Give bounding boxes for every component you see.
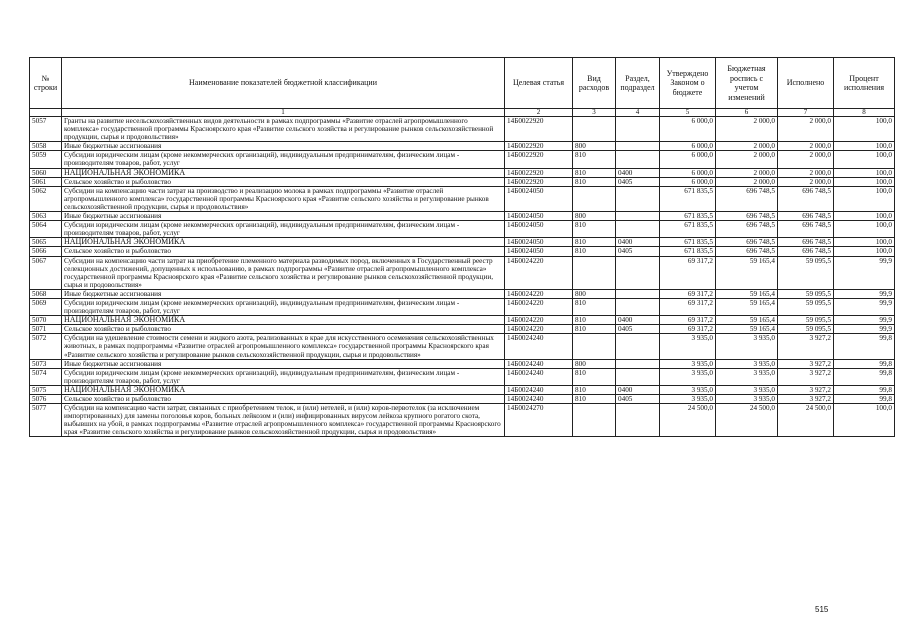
table-row <box>30 395 895 404</box>
row-name: Сельское хозяйство и рыболовство <box>62 395 505 404</box>
budget-amount: 2 000,0 <box>716 142 778 151</box>
execution-percent: 100,0 <box>834 177 895 186</box>
target-article: 14Б0024220 <box>505 325 573 334</box>
row-name: Гранты на развитие несельскохозяйственных видов деятельности в рамках подпрограммы «Развитие отраслей агропромышленного комплекса» государственной программы Красноярского края «Развитие сельского хозяйства и регулирование рынков сельскохозяйственной продукции, сырья и продовольствия» <box>62 117 505 142</box>
executed-amount: 3 927,2 <box>778 395 834 404</box>
header-row-no: № строки <box>30 58 62 109</box>
approved-amount: 69 317,2 <box>660 316 716 325</box>
row-name: Иные бюджетные ассигнования <box>62 212 505 221</box>
header-executed: Исполнено <box>778 58 834 109</box>
target-article: 14Б0022920 <box>505 168 573 177</box>
column-number: 3 <box>573 109 616 117</box>
executed-amount: 2 000,0 <box>778 151 834 168</box>
executed-amount: 59 095,5 <box>778 298 834 315</box>
column-number: 1 <box>62 109 505 117</box>
target-article: 14Б0024050 <box>505 186 573 211</box>
budget-amount: 2 000,0 <box>716 168 778 177</box>
row-number: 5063 <box>30 212 62 221</box>
row-number: 5073 <box>30 359 62 368</box>
section-code <box>616 298 660 315</box>
approved-amount: 3 935,0 <box>660 368 716 385</box>
executed-amount: 59 095,5 <box>778 256 834 289</box>
column-number: 7 <box>778 109 834 117</box>
execution-percent: 100,0 <box>834 117 895 142</box>
budget-amount: 2 000,0 <box>716 117 778 142</box>
table-row <box>30 368 895 385</box>
execution-percent: 100,0 <box>834 151 895 168</box>
row-number: 5061 <box>30 177 62 186</box>
execution-percent: 99,9 <box>834 325 895 334</box>
execution-percent: 99,8 <box>834 395 895 404</box>
row-number: 5071 <box>30 325 62 334</box>
execution-percent: 99,8 <box>834 359 895 368</box>
row-name: Субсидии на компенсацию части затрат на производство и реализацию молока в рамках подпрограммы «Развитие отраслей агропромышленного комплекса» государственной программы Красноярского края «Развитие сельского хозяйства и регулирование рынков сельскохозяйственной продукции, сырья и продовольствия» <box>62 186 505 211</box>
executed-amount: 3 927,2 <box>778 334 834 359</box>
approved-amount: 69 317,2 <box>660 289 716 298</box>
row-name: Субсидии на удешевление стоимости семени и жидкого азота, реализованных в крае для искусственного осеменения сельскохозяйственных животных, в рамках подпрограммы «Развитие отраслей агропромышленного комплекса» государственной программы Красноярского края «Развитие сельского хозяйства и регулирование рынков сельскохозяйственной продукции, сырья и продовольствия» <box>62 334 505 359</box>
approved-amount: 6 000,0 <box>660 177 716 186</box>
row-number: 5064 <box>30 221 62 238</box>
executed-amount: 59 095,5 <box>778 325 834 334</box>
section-code <box>616 117 660 142</box>
budget-amount: 696 748,5 <box>716 247 778 256</box>
executed-amount: 696 748,5 <box>778 221 834 238</box>
expense-kind: 810 <box>573 177 616 186</box>
budget-amount: 3 935,0 <box>716 368 778 385</box>
row-name: Сельское хозяйство и рыболовство <box>62 177 505 186</box>
row-number: 5059 <box>30 151 62 168</box>
row-number: 5076 <box>30 395 62 404</box>
row-name: Субсидии юридическим лицам (кроме некоммерческих организаций), индивидуальным предпринимателям, физическим лицам - производителям товаров, работ, услуг <box>62 298 505 315</box>
executed-amount: 3 927,2 <box>778 359 834 368</box>
expense-kind <box>573 334 616 359</box>
section-code: 0405 <box>616 325 660 334</box>
table-row <box>30 316 895 325</box>
section-code <box>616 221 660 238</box>
approved-amount: 6 000,0 <box>660 168 716 177</box>
budget-amount: 3 935,0 <box>716 395 778 404</box>
row-number: 5065 <box>30 238 62 247</box>
expense-kind: 810 <box>573 316 616 325</box>
table-row <box>30 151 895 168</box>
table-row <box>30 177 895 186</box>
column-number: 4 <box>616 109 660 117</box>
expense-kind: 810 <box>573 298 616 315</box>
target-article: 14Б0024220 <box>505 289 573 298</box>
executed-amount: 2 000,0 <box>778 117 834 142</box>
row-number: 5066 <box>30 247 62 256</box>
approved-amount: 6 000,0 <box>660 117 716 142</box>
executed-amount: 59 095,5 <box>778 289 834 298</box>
section-code <box>616 334 660 359</box>
section-code: 0405 <box>616 247 660 256</box>
target-article: 14Б0022920 <box>505 142 573 151</box>
approved-amount: 69 317,2 <box>660 256 716 289</box>
executed-amount: 3 927,2 <box>778 368 834 385</box>
row-name: Субсидии юридическим лицам (кроме некоммерческих организаций), индивидуальным предпринимателям, физическим лицам - производителям товаров, работ, услуг <box>62 151 505 168</box>
budget-amount: 59 165,4 <box>716 298 778 315</box>
header-percent: Процент исполнения <box>834 58 895 109</box>
row-number: 5070 <box>30 316 62 325</box>
section-code: 0405 <box>616 395 660 404</box>
approved-amount: 69 317,2 <box>660 325 716 334</box>
expense-kind: 810 <box>573 325 616 334</box>
row-name: Сельское хозяйство и рыболовство <box>62 247 505 256</box>
execution-percent: 99,9 <box>834 256 895 289</box>
approved-amount: 671 835,5 <box>660 247 716 256</box>
target-article: 14Б0024050 <box>505 238 573 247</box>
row-number: 5057 <box>30 117 62 142</box>
target-article: 14Б0024240 <box>505 359 573 368</box>
approved-amount: 3 935,0 <box>660 395 716 404</box>
expense-kind: 810 <box>573 368 616 385</box>
column-number: 2 <box>505 109 573 117</box>
target-article: 14Б0024220 <box>505 316 573 325</box>
table-row <box>30 298 895 315</box>
section-code: 0400 <box>616 385 660 394</box>
expense-kind: 810 <box>573 151 616 168</box>
expense-kind: 810 <box>573 395 616 404</box>
table-row <box>30 247 895 256</box>
target-article: 14Б0024240 <box>505 334 573 359</box>
budget-amount: 2 000,0 <box>716 151 778 168</box>
row-name: НАЦИОНАЛЬНАЯ ЭКОНОМИКА <box>62 385 505 394</box>
section-code <box>616 142 660 151</box>
expense-kind: 800 <box>573 359 616 368</box>
row-number: 5068 <box>30 289 62 298</box>
budget-amount: 59 165,4 <box>716 256 778 289</box>
approved-amount: 6 000,0 <box>660 151 716 168</box>
section-code <box>616 212 660 221</box>
budget-amount: 696 748,5 <box>716 212 778 221</box>
execution-percent: 100,0 <box>834 238 895 247</box>
budget-amount: 696 748,5 <box>716 221 778 238</box>
row-number: 5069 <box>30 298 62 315</box>
column-number: 6 <box>716 109 778 117</box>
row-name: Сельское хозяйство и рыболовство <box>62 325 505 334</box>
table-row <box>30 212 895 221</box>
target-article: 14Б0024240 <box>505 385 573 394</box>
header-target: Целевая статья <box>505 58 573 109</box>
row-name: Иные бюджетные ассигнования <box>62 289 505 298</box>
execution-percent: 100,0 <box>834 221 895 238</box>
table-row <box>30 221 895 238</box>
approved-amount: 3 935,0 <box>660 385 716 394</box>
target-article: 14Б0022920 <box>505 117 573 142</box>
column-number: 5 <box>660 109 716 117</box>
executed-amount: 696 748,5 <box>778 238 834 247</box>
executed-amount: 59 095,5 <box>778 316 834 325</box>
approved-amount: 69 317,2 <box>660 298 716 315</box>
target-article: 14Б0024050 <box>505 212 573 221</box>
row-name: Субсидии юридическим лицам (кроме некоммерческих организаций), индивидуальным предпринимателям, физическим лицам - производителям товаров, работ, услуг <box>62 221 505 238</box>
header-budget: Бюджетная роспись с учетом изменений <box>716 58 778 109</box>
row-name: НАЦИОНАЛЬНАЯ ЭКОНОМИКА <box>62 168 505 177</box>
row-name: Иные бюджетные ассигнования <box>62 142 505 151</box>
execution-percent: 99,8 <box>834 385 895 394</box>
header-kind: Вид расходов <box>573 58 616 109</box>
table-row <box>30 385 895 394</box>
executed-amount: 2 000,0 <box>778 142 834 151</box>
section-code <box>616 368 660 385</box>
target-article: 14Б0024050 <box>505 247 573 256</box>
executed-amount: 2 000,0 <box>778 168 834 177</box>
row-number: 5072 <box>30 334 62 359</box>
execution-percent: 100,0 <box>834 247 895 256</box>
target-article: 14Б0024240 <box>505 395 573 404</box>
section-code: 0400 <box>616 168 660 177</box>
approved-amount: 6 000,0 <box>660 142 716 151</box>
approved-amount: 671 835,5 <box>660 186 716 211</box>
row-number: 5075 <box>30 385 62 394</box>
row-number: 5067 <box>30 256 62 289</box>
budget-amount: 3 935,0 <box>716 359 778 368</box>
table-row <box>30 168 895 177</box>
approved-amount: 24 500,0 <box>660 404 716 437</box>
target-article: 14Б0022920 <box>505 177 573 186</box>
budget-table <box>29 57 895 437</box>
expense-kind <box>573 117 616 142</box>
row-number: 5077 <box>30 404 62 437</box>
execution-percent: 99,8 <box>834 368 895 385</box>
table-row <box>30 359 895 368</box>
budget-amount: 696 748,5 <box>716 186 778 211</box>
executed-amount: 696 748,5 <box>778 247 834 256</box>
table-row <box>30 404 895 437</box>
executed-amount: 3 927,2 <box>778 385 834 394</box>
section-code <box>616 404 660 437</box>
execution-percent: 99,9 <box>834 298 895 315</box>
expense-kind <box>573 186 616 211</box>
section-code: 0400 <box>616 316 660 325</box>
row-number: 5062 <box>30 186 62 211</box>
row-name: Иные бюджетные ассигнования <box>62 359 505 368</box>
table-row <box>30 117 895 142</box>
page-number: 515 <box>815 605 829 614</box>
table-row <box>30 289 895 298</box>
expense-kind: 800 <box>573 289 616 298</box>
executed-amount: 2 000,0 <box>778 177 834 186</box>
header-approved: Утверждено Законом о бюджете <box>660 58 716 109</box>
approved-amount: 3 935,0 <box>660 359 716 368</box>
row-number: 5058 <box>30 142 62 151</box>
row-number: 5074 <box>30 368 62 385</box>
execution-percent: 99,9 <box>834 289 895 298</box>
target-article: 14Б0024050 <box>505 221 573 238</box>
budget-amount: 59 165,4 <box>716 325 778 334</box>
expense-kind: 810 <box>573 247 616 256</box>
budget-amount: 3 935,0 <box>716 385 778 394</box>
column-numbers-row <box>30 109 895 117</box>
budget-amount: 696 748,5 <box>716 238 778 247</box>
table-row <box>30 256 895 289</box>
expense-kind: 810 <box>573 221 616 238</box>
row-name: Субсидии на компенсацию части затрат, связанных с приобретением телок, и (или) нетелей, и (или) коров-первотелок (за исключением импортированных) для замены поголовья коров, больных лейкозом и (или) инфицированных вирусом лейкоза крупного рогатого скота, выбывших на убой, в рамках подпрограммы «Развитие отраслей агропромышленного комплекса» государственной программы Красноярского края «Развитие сельского хозяйства и регулирование рынков сельскохозяйственной продукции, сырья и продовольствия» <box>62 404 505 437</box>
row-name: НАЦИОНАЛЬНАЯ ЭКОНОМИКА <box>62 316 505 325</box>
row-name: НАЦИОНАЛЬНАЯ ЭКОНОМИКА <box>62 238 505 247</box>
expense-kind: 800 <box>573 142 616 151</box>
table-body <box>30 117 895 437</box>
expense-kind <box>573 256 616 289</box>
column-number: 8 <box>834 109 895 117</box>
table-row <box>30 238 895 247</box>
target-article: 14Б0024270 <box>505 404 573 437</box>
execution-percent: 100,0 <box>834 404 895 437</box>
target-article: 14Б0024220 <box>505 256 573 289</box>
budget-amount: 2 000,0 <box>716 177 778 186</box>
expense-kind: 800 <box>573 212 616 221</box>
executed-amount: 696 748,5 <box>778 186 834 211</box>
header-row <box>30 58 895 109</box>
expense-kind: 810 <box>573 385 616 394</box>
section-code <box>616 151 660 168</box>
section-code <box>616 186 660 211</box>
column-number <box>30 109 62 117</box>
row-number: 5060 <box>30 168 62 177</box>
execution-percent: 100,0 <box>834 142 895 151</box>
execution-percent: 99,8 <box>834 334 895 359</box>
row-name: Субсидии юридическим лицам (кроме некоммерческих организаций), индивидуальным предпринимателям, физическим лицам - производителям товаров, работ, услуг <box>62 368 505 385</box>
executed-amount: 696 748,5 <box>778 212 834 221</box>
table-row <box>30 186 895 211</box>
expense-kind <box>573 404 616 437</box>
section-code <box>616 256 660 289</box>
target-article: 14Б0022920 <box>505 151 573 168</box>
expense-kind: 810 <box>573 238 616 247</box>
approved-amount: 671 835,5 <box>660 212 716 221</box>
table-row <box>30 142 895 151</box>
budget-amount: 24 500,0 <box>716 404 778 437</box>
execution-percent: 100,0 <box>834 168 895 177</box>
budget-amount: 3 935,0 <box>716 334 778 359</box>
header-section: Раздел, подраздел <box>616 58 660 109</box>
target-article: 14Б0024220 <box>505 298 573 315</box>
budget-amount: 59 165,4 <box>716 316 778 325</box>
budget-amount: 59 165,4 <box>716 289 778 298</box>
approved-amount: 3 935,0 <box>660 334 716 359</box>
section-code <box>616 289 660 298</box>
target-article: 14Б0024240 <box>505 368 573 385</box>
table-row <box>30 325 895 334</box>
section-code: 0405 <box>616 177 660 186</box>
section-code: 0400 <box>616 238 660 247</box>
execution-percent: 100,0 <box>834 212 895 221</box>
section-code <box>616 359 660 368</box>
expense-kind: 810 <box>573 168 616 177</box>
table-row <box>30 334 895 359</box>
row-name: Субсидии на компенсацию части затрат на приобретение племенного материала разводимых пород, включенных в Государственный реестр селекционных достижений, допущенных к использованию, в рамках подпрограммы «Развитие отраслей агропромышленного комплекса» государственной программы Красноярского края «Развитие сельского хозяйства и регулирование рынков сельскохозяйственной продукции, сырья и продовольствия» <box>62 256 505 289</box>
approved-amount: 671 835,5 <box>660 221 716 238</box>
execution-percent: 99,9 <box>834 316 895 325</box>
executed-amount: 24 500,0 <box>778 404 834 437</box>
execution-percent: 100,0 <box>834 186 895 211</box>
approved-amount: 671 835,5 <box>660 238 716 247</box>
header-name: Наименование показателей бюджетной классификации <box>62 58 505 109</box>
